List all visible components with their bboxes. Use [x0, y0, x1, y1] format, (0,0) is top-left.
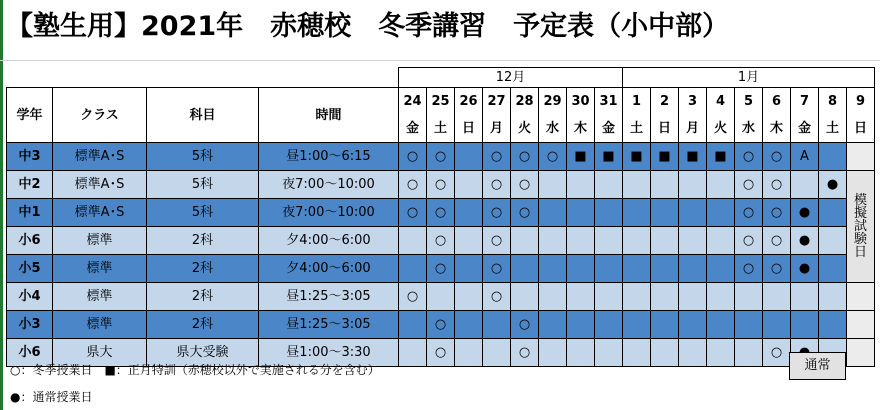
mock-exam-char: 擬 — [853, 206, 867, 221]
schedule-cell[interactable] — [399, 339, 427, 367]
schedule-cell[interactable] — [707, 339, 735, 367]
subject-cell[interactable]: 2科 — [147, 311, 259, 339]
class-cell[interactable]: 標準A･S — [53, 199, 147, 227]
page-title: 【塾生用】2021年 赤穂校 冬季講習 予定表（小中部） — [6, 11, 730, 42]
schedule-cell[interactable] — [735, 339, 763, 367]
schedule-cell[interactable] — [567, 199, 595, 227]
day-number: 25 — [427, 88, 455, 116]
schedule-cell[interactable]: ○ — [427, 199, 455, 227]
schedule-cell[interactable] — [679, 199, 707, 227]
schedule-cell[interactable] — [735, 283, 763, 311]
time-cell[interactable]: 昼1:25～3:05 — [259, 283, 399, 311]
mock-exam-char: 日 — [853, 245, 867, 260]
schedule-cell[interactable] — [539, 199, 567, 227]
schedule-cell[interactable] — [455, 283, 483, 311]
schedule-cell[interactable]: ○ — [735, 255, 763, 283]
header-class: クラス — [53, 88, 147, 143]
schedule-cell[interactable] — [567, 227, 595, 255]
schedule-cell[interactable] — [567, 283, 595, 311]
schedule-cell[interactable] — [763, 283, 791, 311]
schedule-cell[interactable] — [847, 283, 875, 311]
class-cell[interactable]: 標準 — [53, 283, 147, 311]
day-number: 3 — [679, 88, 707, 116]
schedule-cell[interactable] — [539, 283, 567, 311]
legend-line-2: ●：通常授業日 — [10, 390, 93, 404]
schedule-cell[interactable] — [679, 339, 707, 367]
grade-cell[interactable]: 小5 — [7, 255, 53, 283]
schedule-cell[interactable]: ○ — [511, 339, 539, 367]
schedule-cell[interactable]: ○ — [539, 143, 567, 171]
schedule-cell[interactable]: ○ — [735, 227, 763, 255]
day-of-week: 土 — [819, 115, 847, 143]
table-row — [7, 171, 875, 199]
table-row — [7, 143, 875, 171]
day-number: 2 — [651, 88, 679, 116]
schedule-cell[interactable] — [455, 143, 483, 171]
class-cell[interactable]: 県大 — [53, 339, 147, 367]
schedule-cell[interactable]: ○ — [483, 283, 511, 311]
schedule-cell[interactable] — [539, 227, 567, 255]
schedule-cell[interactable]: ■ — [679, 143, 707, 171]
schedule-cell[interactable] — [651, 171, 679, 199]
schedule-cell[interactable] — [511, 255, 539, 283]
day-of-week: 金 — [595, 115, 623, 143]
grade-cell[interactable]: 小6 — [7, 227, 53, 255]
table-row — [7, 255, 875, 283]
header-spacer — [7, 68, 399, 88]
class-cell[interactable]: 標準 — [53, 311, 147, 339]
subject-cell[interactable]: 2科 — [147, 227, 259, 255]
time-cell[interactable]: 夜7:00～10:00 — [259, 199, 399, 227]
schedule-cell[interactable] — [651, 311, 679, 339]
subject-cell[interactable]: 2科 — [147, 255, 259, 283]
schedule-cell[interactable]: ○ — [763, 227, 791, 255]
schedule-cell[interactable] — [455, 255, 483, 283]
header-grade: 学年 — [7, 88, 53, 143]
day-of-week: 木 — [567, 115, 595, 143]
schedule-cell[interactable] — [567, 311, 595, 339]
table-row — [7, 227, 875, 255]
day-number: 31 — [595, 88, 623, 116]
schedule-cell[interactable] — [455, 227, 483, 255]
schedule-cell[interactable]: ○ — [511, 199, 539, 227]
day-of-week: 月 — [679, 115, 707, 143]
schedule-cell[interactable] — [455, 199, 483, 227]
schedule-cell[interactable] — [567, 255, 595, 283]
schedule-cell[interactable] — [763, 311, 791, 339]
day-of-week: 火 — [707, 115, 735, 143]
excel-edge-line — [0, 0, 3, 410]
subject-cell[interactable]: 5科 — [147, 143, 259, 171]
day-number: 8 — [819, 88, 847, 116]
schedule-cell[interactable]: ● — [791, 199, 819, 227]
mock-exam-day-cell[interactable] — [847, 171, 875, 283]
schedule-cell[interactable] — [595, 255, 623, 283]
schedule-table — [6, 67, 875, 367]
table-row — [7, 283, 875, 311]
schedule-cell[interactable]: ○ — [735, 171, 763, 199]
schedule-cell[interactable] — [399, 311, 427, 339]
subject-cell[interactable]: 県大受験 — [147, 339, 259, 367]
day-of-week: 日 — [651, 115, 679, 143]
schedule-cell[interactable]: ■ — [595, 143, 623, 171]
grid-rule — [0, 60, 880, 61]
schedule-cell[interactable]: ○ — [511, 171, 539, 199]
schedule-cell[interactable] — [791, 283, 819, 311]
schedule-cell[interactable] — [623, 199, 651, 227]
schedule-cell[interactable]: ■ — [651, 143, 679, 171]
schedule-cell[interactable]: ■ — [623, 143, 651, 171]
header-time: 時間 — [259, 88, 399, 143]
schedule-cell[interactable]: ■ — [707, 143, 735, 171]
schedule-cell[interactable] — [651, 227, 679, 255]
schedule-cell[interactable] — [679, 311, 707, 339]
schedule-cell[interactable] — [651, 255, 679, 283]
schedule-cell[interactable] — [679, 255, 707, 283]
day-number: 9 — [847, 88, 875, 116]
day-of-week: 木 — [763, 115, 791, 143]
schedule-cell[interactable] — [707, 311, 735, 339]
day-of-week: 土 — [623, 115, 651, 143]
schedule-cell[interactable]: ○ — [427, 339, 455, 367]
month-december: 12月 — [399, 68, 623, 88]
day-number: 26 — [455, 88, 483, 116]
schedule-cell[interactable]: ○ — [427, 171, 455, 199]
schedule-cell[interactable] — [595, 199, 623, 227]
grade-cell[interactable]: 小4 — [7, 283, 53, 311]
day-of-week: 金 — [399, 115, 427, 143]
grade-cell[interactable]: 中3 — [7, 143, 53, 171]
schedule-cell[interactable] — [539, 255, 567, 283]
table-row — [7, 311, 875, 339]
day-number: 7 — [791, 88, 819, 116]
schedule-cell[interactable]: ○ — [427, 311, 455, 339]
schedule-cell[interactable]: ○ — [763, 339, 791, 367]
class-cell[interactable]: 標準 — [53, 227, 147, 255]
subject-cell[interactable]: 5科 — [147, 171, 259, 199]
schedule-cell[interactable] — [707, 255, 735, 283]
mock-exam-char: 験 — [853, 232, 867, 247]
schedule-cell[interactable]: ○ — [511, 311, 539, 339]
time-cell[interactable]: 昼1:00～3:30 — [259, 339, 399, 367]
schedule-cell[interactable] — [399, 255, 427, 283]
schedule-cell[interactable] — [399, 227, 427, 255]
schedule-cell[interactable] — [511, 283, 539, 311]
schedule-cell[interactable]: ○ — [427, 255, 455, 283]
schedule-cell[interactable] — [539, 339, 567, 367]
schedule-cell[interactable]: ○ — [399, 143, 427, 171]
schedule-cell[interactable] — [455, 171, 483, 199]
schedule-cell[interactable]: ○ — [763, 143, 791, 171]
day-number: 5 — [735, 88, 763, 116]
schedule-cell[interactable]: ○ — [483, 143, 511, 171]
schedule-cell[interactable]: ○ — [735, 199, 763, 227]
day-of-week: 日 — [847, 115, 875, 143]
month-january: 1月 — [623, 68, 875, 88]
schedule-cell[interactable] — [595, 311, 623, 339]
schedule-cell[interactable]: ○ — [735, 143, 763, 171]
schedule-cell[interactable] — [623, 339, 651, 367]
class-cell[interactable]: 標準A･S — [53, 171, 147, 199]
schedule-cell[interactable] — [623, 255, 651, 283]
day-of-week: 金 — [791, 115, 819, 143]
schedule-cell[interactable] — [819, 283, 847, 311]
schedule-cell[interactable] — [623, 171, 651, 199]
day-number: 1 — [623, 88, 651, 116]
mock-exam-char: 試 — [853, 219, 867, 234]
schedule-cell[interactable] — [819, 227, 847, 255]
schedule-cell[interactable] — [707, 199, 735, 227]
schedule-cell[interactable] — [679, 283, 707, 311]
time-cell[interactable]: 昼1:25～3:05 — [259, 311, 399, 339]
schedule-cell[interactable]: ■ — [567, 143, 595, 171]
day-of-week: 水 — [539, 115, 567, 143]
schedule-cell[interactable] — [427, 283, 455, 311]
mock-exam-char: 模 — [853, 193, 867, 208]
schedule-cell[interactable]: ○ — [763, 255, 791, 283]
legend-line-1: ○：冬季授業日 ■：正月特訓（赤穂校以外で実施される分を含む） — [10, 363, 380, 377]
time-cell[interactable]: 夜7:00～10:00 — [259, 171, 399, 199]
schedule-cell[interactable] — [595, 227, 623, 255]
schedule-cell[interactable] — [819, 311, 847, 339]
class-cell[interactable]: 標準A･S — [53, 143, 147, 171]
time-cell[interactable]: 昼1:00～6:15 — [259, 143, 399, 171]
grade-cell[interactable]: 小6 — [7, 339, 53, 367]
class-cell[interactable]: 標準 — [53, 255, 147, 283]
schedule-cell[interactable] — [679, 227, 707, 255]
day-number: 24 — [399, 88, 427, 116]
day-number: 6 — [763, 88, 791, 116]
schedule-cell[interactable]: ○ — [483, 227, 511, 255]
schedule-cell[interactable] — [819, 143, 847, 171]
schedule-cell[interactable] — [819, 199, 847, 227]
schedule-cell[interactable]: ○ — [483, 171, 511, 199]
schedule-cell[interactable]: ○ — [483, 255, 511, 283]
schedule-cell[interactable] — [847, 339, 875, 367]
schedule-cell[interactable] — [483, 311, 511, 339]
schedule-cell[interactable]: ● — [791, 255, 819, 283]
month-row — [7, 68, 875, 88]
day-of-week: 火 — [511, 115, 539, 143]
schedule-cell[interactable]: ○ — [427, 227, 455, 255]
schedule-cell[interactable] — [455, 311, 483, 339]
subject-cell[interactable]: 2科 — [147, 283, 259, 311]
day-number: 30 — [567, 88, 595, 116]
schedule-cell[interactable] — [735, 311, 763, 339]
time-cell[interactable]: 夕4:00～6:00 — [259, 227, 399, 255]
schedule-cell[interactable] — [595, 339, 623, 367]
schedule-cell[interactable] — [679, 171, 707, 199]
schedule-cell[interactable] — [707, 227, 735, 255]
schedule-cell[interactable]: A — [791, 143, 819, 171]
schedule-cell[interactable]: ● — [819, 171, 847, 199]
time-cell[interactable]: 夕4:00～6:00 — [259, 255, 399, 283]
schedule-cell[interactable] — [539, 311, 567, 339]
subject-cell[interactable]: 5科 — [147, 199, 259, 227]
schedule-cell[interactable] — [707, 283, 735, 311]
schedule-cell[interactable] — [791, 171, 819, 199]
day-of-week: 土 — [427, 115, 455, 143]
schedule-cell[interactable] — [707, 171, 735, 199]
schedule-cell[interactable]: ○ — [427, 143, 455, 171]
schedule-cell[interactable] — [847, 143, 875, 171]
schedule-cell[interactable] — [567, 171, 595, 199]
grade-cell[interactable]: 中1 — [7, 199, 53, 227]
day-number: 29 — [539, 88, 567, 116]
schedule-cell[interactable] — [539, 171, 567, 199]
grade-cell[interactable]: 小3 — [7, 311, 53, 339]
schedule-cell[interactable]: ○ — [399, 283, 427, 311]
schedule-cell[interactable] — [623, 227, 651, 255]
schedule-cell[interactable] — [819, 255, 847, 283]
schedule-cell[interactable] — [511, 227, 539, 255]
schedule-cell[interactable] — [455, 339, 483, 367]
day-number-row — [7, 88, 875, 116]
schedule-cell[interactable]: ○ — [763, 171, 791, 199]
grade-cell[interactable]: 中2 — [7, 171, 53, 199]
schedule-cell[interactable] — [791, 311, 819, 339]
schedule-cell[interactable] — [651, 283, 679, 311]
tsujo-cell[interactable]: 通常 — [789, 352, 846, 380]
schedule-cell[interactable] — [595, 283, 623, 311]
schedule-cell[interactable]: ○ — [399, 171, 427, 199]
header-subject: 科目 — [147, 88, 259, 143]
schedule-cell[interactable] — [623, 283, 651, 311]
table-row — [7, 199, 875, 227]
schedule-cell[interactable]: ○ — [511, 143, 539, 171]
day-number: 28 — [511, 88, 539, 116]
day-of-week: 月 — [483, 115, 511, 143]
schedule-cell[interactable] — [483, 339, 511, 367]
day-number: 4 — [707, 88, 735, 116]
schedule-cell[interactable] — [651, 339, 679, 367]
schedule-cell[interactable] — [651, 199, 679, 227]
schedule-cell[interactable]: ○ — [763, 199, 791, 227]
schedule-cell[interactable]: ○ — [399, 199, 427, 227]
day-of-week: 水 — [735, 115, 763, 143]
day-of-week: 日 — [455, 115, 483, 143]
schedule-cell[interactable] — [595, 171, 623, 199]
schedule-cell[interactable]: ○ — [483, 199, 511, 227]
schedule-cell[interactable] — [567, 339, 595, 367]
schedule-cell[interactable]: ● — [791, 227, 819, 255]
day-number: 27 — [483, 88, 511, 116]
schedule-cell[interactable] — [623, 311, 651, 339]
schedule-cell[interactable] — [847, 311, 875, 339]
